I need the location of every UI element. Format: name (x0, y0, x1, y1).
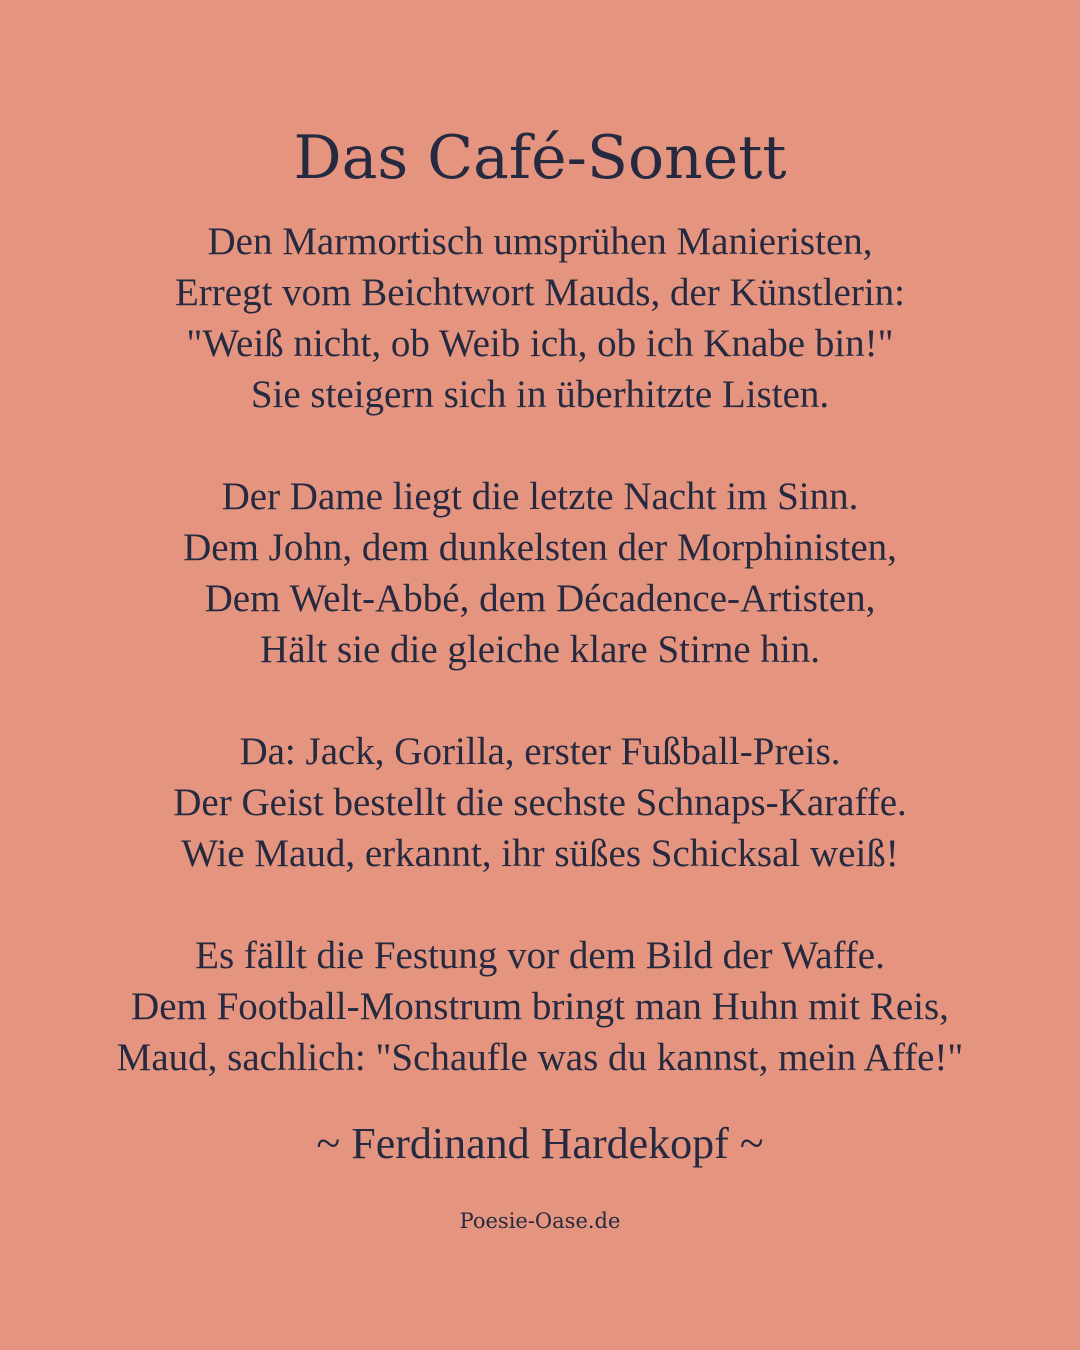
poem-line: Der Geist bestellt die sechste Schnaps-Karaffe. (173, 781, 907, 824)
poem-line: Es fällt die Festung vor dem Bild der Waffe. (195, 934, 885, 977)
poem-line: Dem Welt-Abbé, dem Décadence-Artisten, (204, 577, 876, 620)
poem-line: Den Marmortisch umsprühen Manieristen, (207, 220, 873, 263)
poem-line: Da: Jack, Gorilla, erster Fußball-Preis. (239, 730, 841, 773)
poem-line: Sie steigern sich in überhitzte Listen. (250, 373, 830, 416)
poem-line: Erregt vom Beichtwort Mauds, der Künstlerin: (174, 271, 905, 314)
stanza-2 (0, 471, 1080, 675)
poem-line: Dem John, dem dunkelsten der Morphinisten, (183, 526, 897, 569)
poem-line: Dem Football-Monstrum bringt man Huhn mit Reis, (131, 985, 949, 1028)
poem-title: Das Café-Sonett (293, 123, 787, 193)
poem-line: "Weiß nicht, ob Weib ich, ob ich Knabe bin!" (186, 322, 894, 365)
poem-line: Maud, sachlich: "Schaufle was du kannst, mein Affe!" (116, 1036, 964, 1079)
stanza-4 (0, 930, 1080, 1083)
stanza-3 (0, 726, 1080, 879)
poem-author: ~ Ferdinand Hardekopf ~ (316, 1119, 764, 1168)
source-credit: Poesie-Oase.de (459, 1209, 621, 1233)
poem-line: Der Dame liegt die letzte Nacht im Sinn. (221, 475, 859, 518)
poem-line: Hält sie die gleiche klare Stirne hin. (260, 628, 820, 671)
poem-line: Wie Maud, erkannt, ihr süßes Schicksal weiß! (181, 832, 899, 875)
stanza-1 (0, 216, 1080, 420)
